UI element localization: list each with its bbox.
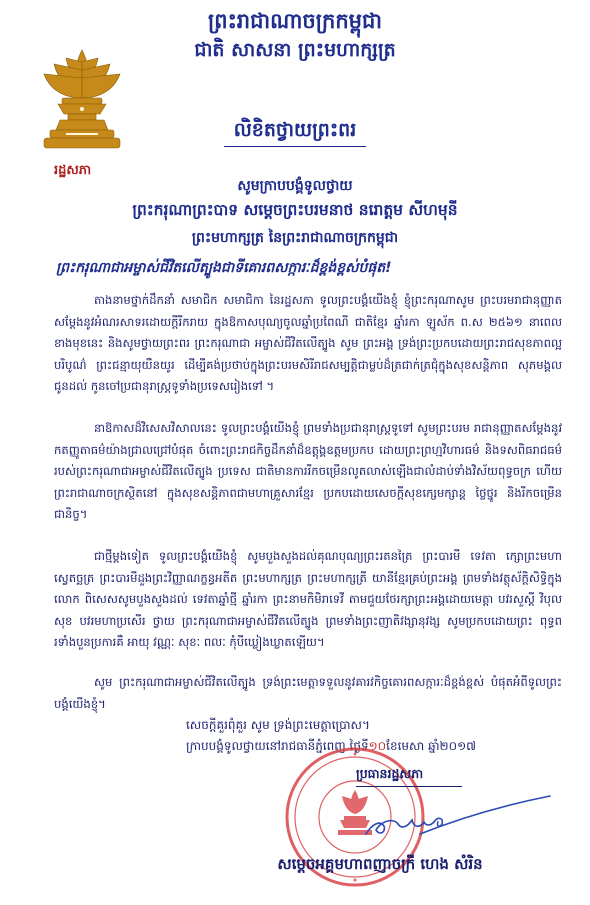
dateline-suffix: ខែមេសា ឆ្នាំ២០១៧ xyxy=(386,739,477,753)
body-paragraph-3: ជាថ្មីម្តងទៀត ទូលព្រះបង្គំយើងខ្ញុំ សូមបួងសួងដល់គុណបុណ្យព្រះរតនត្រៃ ព្រះបារមី ទេវតា ក្សោព្រះមហាស្វេតច្ឆត្រ ព្រះបារមីដួងព្រះវិញ្ញាណក្ខន្ធអតីត ព្រះមហាក្សត្រ ព្រះមហាក្សត្រី យានីខ្មែរគ្រប់ព្រះអង្គ ព្រមទាំងវត្ថុស័ក្តិសិទ្ធិក្នុងលោក ពិសេសសូមបួងសួងដល់ ទេវតាឆ្នាំថ្មី ឆ្នាំរកា ព្រះនាមកិមិរាទេវី តាមជួយថែរក្សាព្រះអង្គដោយមេត្តា បវរសួស្តី វិបុលសុខ បវរមហាប្រសើរ ថ្វាយ ព្រះករុណាជាអម្ចាស់ជីវិតលើត្បូង ព្រមទាំងព្រះញាតិវង្សានុវង្ស សូមប្រកបដោយព្រះ ពុទ្ធពរទាំងបួនប្រការគឺ អាយុ វណ្ណៈ សុខៈ ពលៈ កុំបីឃ្លៀងឃ្លាតឡើយ។ xyxy=(54,549,562,650)
address-line-3: ព្រះមហាក្សត្រ នៃព្រះរាជាណាចក្រកម្ពុជា xyxy=(191,230,399,246)
kingdom-heading: ព្រះរាជាណាចក្រកម្ពុជា xyxy=(207,9,382,33)
document-title: លិខិតថ្វាយព្រះពរ xyxy=(233,119,357,141)
signer-title: ប្រធានរដ្ឋសភា xyxy=(356,766,424,781)
closing-line: សេចក្តីគួរពុំគួរ សូម ទ្រង់ព្រះមេត្តាប្រោស។ xyxy=(186,718,370,732)
address-line-2: ព្រះករុណាព្រះបាទ សម្តេចព្រះបរមនាថ នរោត្តម សីហមុនី xyxy=(132,201,458,219)
emblem-caption: រដ្ឋសភា xyxy=(54,163,92,178)
body-paragraph-2: នាឱកាសដ៏វិសេសវិសាលនេះ ទូលព្រះបង្គំយើងខ្ញុំ ព្រមទាំងប្រជានុរាស្ត្រទូទៅ សូមព្រះបរម រាជានុញ្ញាតសម្តែងនូវកតញ្ញូតាធម៌យ៉ាងជ្រាលជ្រៅបំផុត ចំពោះព្រះរាជកិច្ចដឹកនាំដ៏ឧត្តុង្គឧត្តមប្រកប ដោយព្រះព្រហ្មវិហារធម៌ និងទសពិធរាជធម៌របស់ព្រះករុណាជាអម្ចាស់ជីវិតលើត្បូង ប្រទេស ជាតិមានការរីកចម្រើនលូតលាស់ឡើងជាលំដាប់ទាំងវិស័យពុទ្ធចក្រ ហើយព្រះរាជាណាចក្រស្ថិតនៅ ក្នុងសុខសន្តិភាពជាមហាគ្រួសារខ្មែរ ប្រកបដោយសេចក្តីសុខក្សេមក្សាន្ត ថ្លៃថ្នូរ និងរីកចម្រើនជានិច្ច។ xyxy=(54,421,562,522)
salutation: ព្រះករុណាជាអម្ចាស់ជីវិតលើត្បូងជាទីគោរពសក្ការៈដ៏ខ្ពង់ខ្ពស់បំផុត! xyxy=(56,260,392,276)
signer-name: សម្តេចអគ្គមហាពញាចក្រី ហេង សំរិន xyxy=(277,855,483,873)
title-underline xyxy=(224,146,366,147)
national-motto: ជាតិ សាសនា ព្រះមហាក្សត្រ xyxy=(194,39,396,61)
date-day: ១០ xyxy=(368,739,387,753)
signer-title-underline xyxy=(356,786,462,787)
address-line-1: សូមក្រាបបង្គំទូលថ្វាយ xyxy=(237,178,353,194)
dateline-prefix: ក្រាបបង្គំទូលថ្វាយនៅរាជធានីភ្នំពេញ ថ្ងៃទី xyxy=(186,739,369,753)
handwritten-signature-icon xyxy=(350,790,560,846)
body-paragraph-1: តាងនាមថ្នាក់ដឹកនាំ សមាជិក សមាជិកា នៃរដ្ឋសភា ទូលព្រះបង្គំយើងខ្ញុំ ខ្ញុំព្រះករុណាសូម ព្រះបរមរាជានុញ្ញាតសម្តែងនូវអំណរសាទរដោយក្តីរីករាយ ក្នុងឱកាសបុណ្យចូលឆ្នាំប្រពៃណី ជាតិខ្មែរ ឆ្នាំរកា ឡូស័ក ព.ស ២៥៦១ នាពេលខាងមុខនេះ និងសូមថ្វាយព្រះពរ ព្រះករុណាជា អម្ចាស់ជីវិតលើត្បូង សូម ព្រះអង្គ ទ្រង់ព្រះប្រកបដោយព្រះរាជសុខភាពល្អបរិបូណ៌ ព្រះជន្មាយុយឺនយូរ ដើម្បីគង់ប្រថាប់ក្នុងព្រះបរមសិរីរាជសម្បត្តិជាម្លប់ដ៏ត្រជាក់ត្រជុំក្នុងសុខសន្តិភាព សុភមង្គល ជូនដល់ កូនចៅប្រជានុរាស្ត្រទូទាំងប្រទេសរៀងទៅ ។ xyxy=(54,293,562,394)
body-paragraph-4: សូម ព្រះករុណាជាអម្ចាស់ជីវិតលើត្បូង ទ្រង់ព្រះមេត្តាទទួលនូវគារវកិច្ចគោរពសក្ការៈដ៏ខ្ពង់ខ្ពស់ បំផុតអំពីទូលព្រះបង្គំយើងខ្ញុំ។ xyxy=(54,675,562,711)
